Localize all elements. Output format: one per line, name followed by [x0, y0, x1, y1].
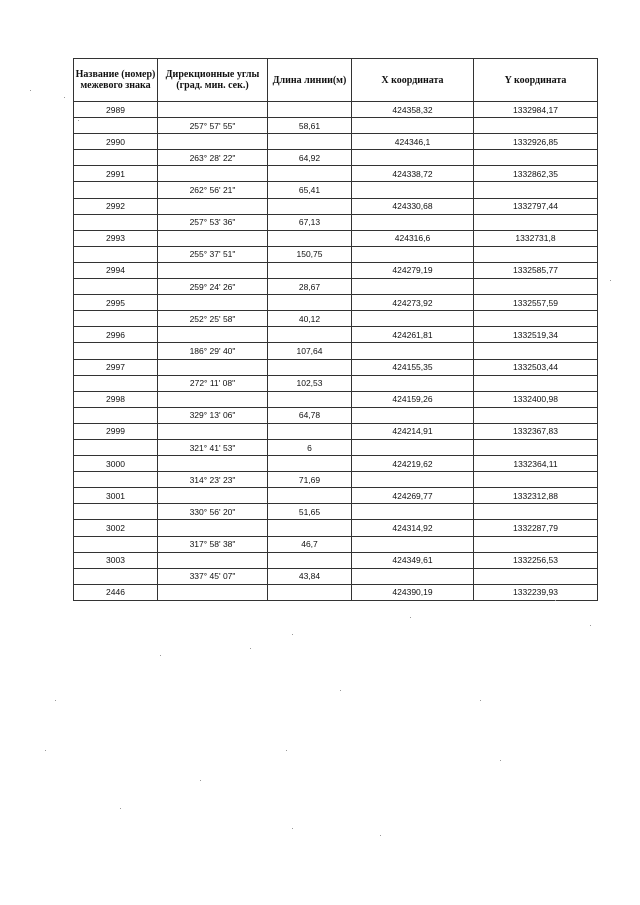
cell-name: 2993: [74, 230, 158, 246]
cell-length: [268, 552, 352, 568]
cell-x: 424390,19: [352, 584, 474, 600]
table-row-segment: [74, 311, 598, 327]
table-row-segment: [74, 246, 598, 262]
header-name: Название (номер) межевого знака: [74, 59, 158, 102]
cell-y: 1332364,11: [474, 456, 598, 472]
table-row-segment: [74, 536, 598, 552]
cell-angle: 186° 29' 40": [158, 343, 268, 359]
cell-y: 1332731,8: [474, 230, 598, 246]
cell-name: [74, 407, 158, 423]
cell-name: 2991: [74, 166, 158, 182]
cell-length: 65,41: [268, 182, 352, 198]
table-row-point: [74, 488, 598, 504]
table-row-point: [74, 423, 598, 439]
table-row-segment: [74, 375, 598, 391]
table-row-point: [74, 102, 598, 118]
cell-y: 1332256,53: [474, 552, 598, 568]
cell-x: [352, 214, 474, 230]
table-row-point: [74, 134, 598, 150]
cell-length: [268, 327, 352, 343]
cell-length: [268, 391, 352, 407]
cell-y: [474, 279, 598, 295]
cell-x: 424316,6: [352, 230, 474, 246]
cell-y: 1332312,88: [474, 488, 598, 504]
cell-y: [474, 568, 598, 584]
header-length: Длина линии(м): [268, 59, 352, 102]
cell-x: [352, 182, 474, 198]
cell-name: [74, 214, 158, 230]
cell-name: [74, 504, 158, 520]
cell-x: [352, 568, 474, 584]
cell-length: [268, 166, 352, 182]
cell-length: [268, 295, 352, 311]
cell-angle: 329° 13' 06": [158, 407, 268, 423]
cell-length: [268, 456, 352, 472]
table-row-point: [74, 230, 598, 246]
cell-angle: [158, 520, 268, 536]
cell-y: 1332519,34: [474, 327, 598, 343]
table-row-segment: [74, 279, 598, 295]
cell-name: 2446: [74, 584, 158, 600]
cell-x: [352, 439, 474, 455]
table-row-point: [74, 262, 598, 278]
cell-name: [74, 311, 158, 327]
cell-angle: 272° 11' 08": [158, 375, 268, 391]
cell-x: 424219,62: [352, 456, 474, 472]
cell-y: 1332797,44: [474, 198, 598, 214]
cell-x: 424159,26: [352, 391, 474, 407]
cell-length: [268, 102, 352, 118]
cell-x: 424338,72: [352, 166, 474, 182]
cell-angle: 321° 41' 53": [158, 439, 268, 455]
cell-length: [268, 262, 352, 278]
cell-length: 6: [268, 439, 352, 455]
cell-angle: [158, 230, 268, 246]
table-row-point: [74, 198, 598, 214]
cell-length: 43,84: [268, 568, 352, 584]
cell-y: [474, 246, 598, 262]
cell-name: [74, 472, 158, 488]
cell-x: 424261,81: [352, 327, 474, 343]
cell-length: [268, 423, 352, 439]
cell-y: [474, 536, 598, 552]
table-row-segment: [74, 407, 598, 423]
header-angle: Дирекционные углы (град. мин. сек.): [158, 59, 268, 102]
cell-name: [74, 150, 158, 166]
cell-x: 424214,91: [352, 423, 474, 439]
table-row-segment: [74, 343, 598, 359]
cell-x: [352, 472, 474, 488]
cell-length: [268, 520, 352, 536]
cell-length: 102,53: [268, 375, 352, 391]
cell-angle: [158, 456, 268, 472]
table-row-point: [74, 552, 598, 568]
table-row-point: [74, 391, 598, 407]
cell-angle: [158, 134, 268, 150]
cell-length: 150,75: [268, 246, 352, 262]
cell-name: 2999: [74, 423, 158, 439]
cell-name: [74, 375, 158, 391]
cell-y: 1332585,77: [474, 262, 598, 278]
cell-angle: 314° 23' 23": [158, 472, 268, 488]
cell-y: [474, 118, 598, 134]
table-row-segment: [74, 439, 598, 455]
cell-y: 1332926,85: [474, 134, 598, 150]
cell-x: 424273,92: [352, 295, 474, 311]
cell-x: 424349,61: [352, 552, 474, 568]
cell-name: [74, 536, 158, 552]
cell-y: [474, 375, 598, 391]
cell-length: [268, 488, 352, 504]
cell-length: 58,61: [268, 118, 352, 134]
cell-length: 28,67: [268, 279, 352, 295]
cell-y: [474, 150, 598, 166]
table-header-row: [74, 59, 598, 102]
cell-length: [268, 584, 352, 600]
cell-angle: 317° 58' 38": [158, 536, 268, 552]
cell-length: 46,7: [268, 536, 352, 552]
cell-name: 2995: [74, 295, 158, 311]
cell-length: 71,69: [268, 472, 352, 488]
cell-name: [74, 568, 158, 584]
cell-x: 424279,19: [352, 262, 474, 278]
cell-angle: 330° 56' 20": [158, 504, 268, 520]
table-row-segment: [74, 472, 598, 488]
header-y: Y координата: [474, 59, 598, 102]
table-row-point: [74, 327, 598, 343]
cell-x: [352, 118, 474, 134]
cell-y: [474, 407, 598, 423]
boundary-coordinates-table: [73, 58, 598, 601]
cell-angle: 259° 24' 26": [158, 279, 268, 295]
cell-name: 2990: [74, 134, 158, 150]
cell-x: [352, 246, 474, 262]
cell-x: [352, 407, 474, 423]
cell-name: 2996: [74, 327, 158, 343]
table-row-point: [74, 584, 598, 600]
cell-length: 64,92: [268, 150, 352, 166]
table-row-segment: [74, 182, 598, 198]
table-row-point: [74, 359, 598, 375]
cell-x: 424346,1: [352, 134, 474, 150]
cell-x: [352, 375, 474, 391]
cell-x: [352, 150, 474, 166]
table-row-point: [74, 295, 598, 311]
cell-y: [474, 439, 598, 455]
cell-y: 1332287,79: [474, 520, 598, 536]
cell-name: [74, 343, 158, 359]
cell-name: 3003: [74, 552, 158, 568]
cell-y: 1332400,98: [474, 391, 598, 407]
cell-name: 2998: [74, 391, 158, 407]
cell-name: [74, 118, 158, 134]
cell-length: [268, 134, 352, 150]
cell-angle: 257° 57' 55": [158, 118, 268, 134]
cell-name: 2992: [74, 198, 158, 214]
table-row-point: [74, 456, 598, 472]
cell-angle: 262° 56' 21": [158, 182, 268, 198]
cell-length: 40,12: [268, 311, 352, 327]
table-row-segment: [74, 504, 598, 520]
cell-angle: 257° 53' 36": [158, 214, 268, 230]
cell-angle: [158, 359, 268, 375]
cell-name: 3001: [74, 488, 158, 504]
cell-angle: [158, 391, 268, 407]
cell-angle: [158, 198, 268, 214]
cell-length: 107,64: [268, 343, 352, 359]
table-row-point: [74, 166, 598, 182]
cell-x: 424358,32: [352, 102, 474, 118]
cell-angle: 252° 25' 58": [158, 311, 268, 327]
cell-y: [474, 182, 598, 198]
cell-y: [474, 472, 598, 488]
cell-x: [352, 279, 474, 295]
cell-x: 424330,68: [352, 198, 474, 214]
cell-y: 1332239,93: [474, 584, 598, 600]
cell-y: 1332984,17: [474, 102, 598, 118]
cell-y: 1332862,35: [474, 166, 598, 182]
cell-length: 64,78: [268, 407, 352, 423]
cell-y: 1332557,59: [474, 295, 598, 311]
cell-x: [352, 504, 474, 520]
cell-length: [268, 359, 352, 375]
table-row-segment: [74, 568, 598, 584]
table-row-segment: [74, 118, 598, 134]
cell-y: 1332503,44: [474, 359, 598, 375]
cell-angle: [158, 423, 268, 439]
cell-length: 67,13: [268, 214, 352, 230]
cell-angle: [158, 327, 268, 343]
cell-angle: [158, 166, 268, 182]
cell-name: [74, 279, 158, 295]
cell-angle: [158, 552, 268, 568]
cell-angle: [158, 488, 268, 504]
cell-angle: [158, 102, 268, 118]
cell-x: 424269,77: [352, 488, 474, 504]
cell-angle: [158, 295, 268, 311]
cell-name: 2994: [74, 262, 158, 278]
cell-x: 424155,35: [352, 359, 474, 375]
cell-x: [352, 343, 474, 359]
cell-angle: 337° 45' 07": [158, 568, 268, 584]
cell-name: 3002: [74, 520, 158, 536]
table-row-segment: [74, 214, 598, 230]
cell-angle: [158, 262, 268, 278]
cell-name: 2989: [74, 102, 158, 118]
cell-x: [352, 311, 474, 327]
cell-x: 424314,92: [352, 520, 474, 536]
cell-y: [474, 504, 598, 520]
cell-x: [352, 536, 474, 552]
cell-length: 51,65: [268, 504, 352, 520]
table-row-point: [74, 520, 598, 536]
cell-name: [74, 246, 158, 262]
header-x: X координата: [352, 59, 474, 102]
cell-length: [268, 230, 352, 246]
cell-y: [474, 343, 598, 359]
cell-y: 1332367,83: [474, 423, 598, 439]
cell-y: [474, 311, 598, 327]
table-row-segment: [74, 150, 598, 166]
cell-name: 2997: [74, 359, 158, 375]
cell-name: [74, 182, 158, 198]
cell-angle: [158, 584, 268, 600]
cell-length: [268, 198, 352, 214]
cell-angle: 255° 37' 51": [158, 246, 268, 262]
cell-y: [474, 214, 598, 230]
cell-name: 3000: [74, 456, 158, 472]
cell-angle: 263° 28' 22": [158, 150, 268, 166]
cell-name: [74, 439, 158, 455]
